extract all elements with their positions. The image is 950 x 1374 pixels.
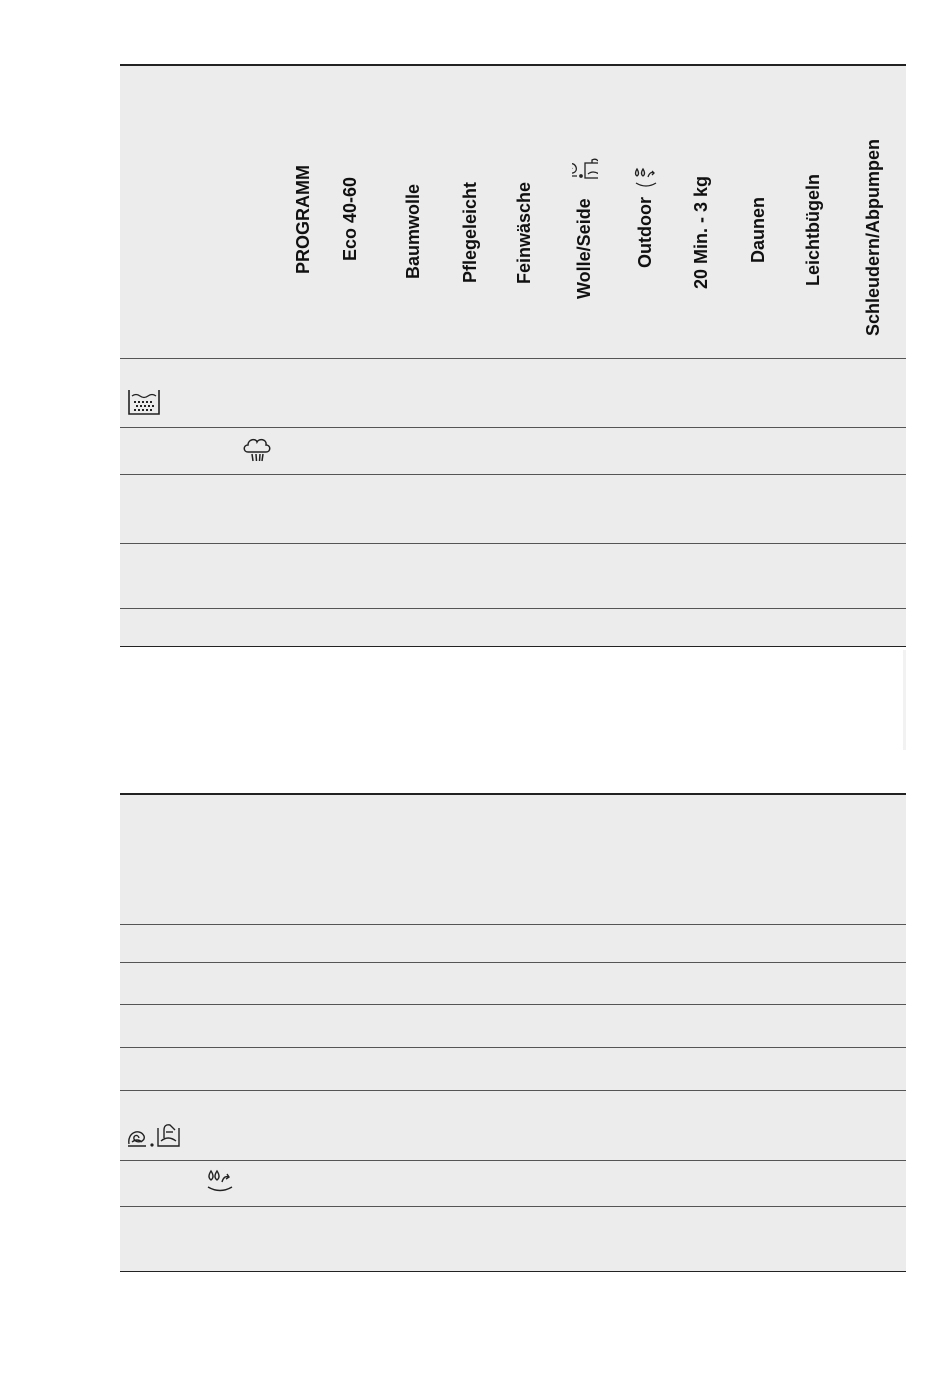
bottom-table-rule [120,1206,906,1207]
column-header-label: Feinwäsche [514,181,534,284]
outdoor-reproof-icon [635,164,655,192]
outdoor-reproof-icon [205,1168,235,1194]
top-table-top-rule [120,64,906,66]
top-table-rule [120,608,906,609]
column-header-20-min-3-kg [690,176,712,289]
column-header-eco-40-60 [339,177,361,261]
top-table-rule [120,543,906,544]
column-header-leichtbuegeln [802,174,824,286]
column-header-label: 20 Min. - 3 kg [691,175,711,289]
column-header-label: Daunen [748,196,768,263]
prewash-icon [127,388,161,416]
column-header-feinwaesche [513,182,535,284]
column-header-daunen [747,197,769,263]
column-header-programm [292,165,314,274]
bottom-table-rule [120,924,906,925]
bottom-table-rule [120,1004,906,1005]
column-header-schleudern-abpumpen [862,139,884,336]
column-header-outdoor [633,164,659,268]
column-header-label: Wolle/Seide [573,198,594,299]
bottom-table-background [120,795,906,1271]
column-header-label: PROGRAMM [293,165,313,274]
top-table-bottom-rule [120,646,906,647]
column-header-pflegeleicht [459,182,481,283]
wool-handwash-icon [574,147,594,193]
column-header-label: Outdoor [634,197,655,268]
page-edge-mark [903,650,906,750]
bottom-table-rule [120,1160,906,1161]
steam-icon [242,436,272,464]
wool-handwash-icon [126,1120,182,1150]
bottom-table-rule [120,1090,906,1091]
column-header-label: Schleudern/Abpumpen [863,138,883,336]
bottom-table-top-rule [120,793,906,795]
column-header-baumwolle [402,184,424,279]
top-table-rule [120,358,906,359]
top-table-background [120,66,906,646]
bottom-table-bottom-rule [120,1271,906,1272]
top-table-rule [120,427,906,428]
top-table-rule [120,474,906,475]
bottom-table-rule [120,1047,906,1048]
column-header-label: Pflegeleicht [460,181,480,283]
column-header-wolle-seide [572,147,598,299]
column-header-label: Baumwolle [403,183,423,279]
bottom-table-rule [120,962,906,963]
column-header-label: Leichtbügeln [803,174,823,286]
column-header-label: Eco 40-60 [340,176,360,261]
